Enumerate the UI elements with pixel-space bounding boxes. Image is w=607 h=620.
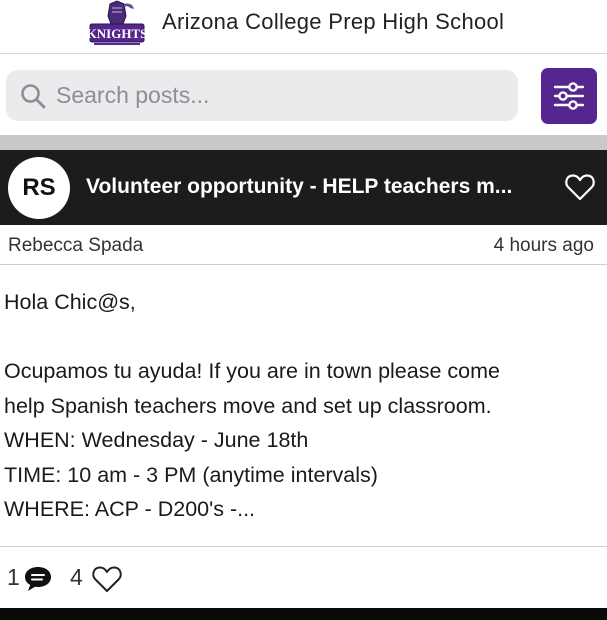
search-input[interactable] bbox=[56, 70, 506, 121]
body-line: Ocupamos tu ayuda! If you are in town please come bbox=[4, 359, 500, 383]
search-row bbox=[0, 55, 607, 135]
section-separator bbox=[0, 135, 607, 150]
post-meta bbox=[0, 225, 607, 265]
search-icon bbox=[20, 83, 46, 109]
author-name[interactable]: Rebecca Spada bbox=[8, 235, 144, 256]
next-post-edge bbox=[0, 608, 607, 620]
body-line: TIME: 10 am - 3 PM (anytime intervals) bbox=[4, 462, 378, 487]
sliders-icon bbox=[552, 80, 586, 112]
avatar: RS bbox=[8, 157, 70, 219]
svg-text:KNIGHTS: KNIGHTS bbox=[86, 26, 148, 41]
body-line: help Spanish teachers move and set up classroom. bbox=[4, 393, 492, 418]
comment-bubble-icon[interactable] bbox=[22, 564, 54, 594]
heart-outline-icon[interactable] bbox=[91, 564, 123, 594]
post-title[interactable]: Volunteer opportunity - HELP teachers m... bbox=[86, 175, 513, 198]
knights-logo bbox=[86, 0, 148, 48]
school-name: Arizona College Prep High School bbox=[162, 9, 505, 34]
post-actions bbox=[0, 547, 607, 608]
body-line: Hola Chic@s, bbox=[4, 290, 136, 314]
app-header bbox=[0, 0, 607, 54]
body-line: WHEN: Wednesday - June 18th bbox=[4, 428, 309, 452]
post-body[interactable] bbox=[4, 285, 600, 527]
post-header[interactable] bbox=[0, 150, 607, 225]
comment-count: 1 bbox=[7, 564, 20, 590]
body-line: WHERE: ACP - D200's -... bbox=[4, 497, 256, 521]
filter-button[interactable] bbox=[541, 68, 597, 124]
blank-line bbox=[4, 320, 600, 355]
post-timestamp: 4 hours ago bbox=[493, 235, 594, 256]
heart-outline-icon[interactable] bbox=[564, 172, 596, 202]
like-count: 4 bbox=[70, 564, 83, 590]
search-box[interactable] bbox=[6, 70, 518, 121]
